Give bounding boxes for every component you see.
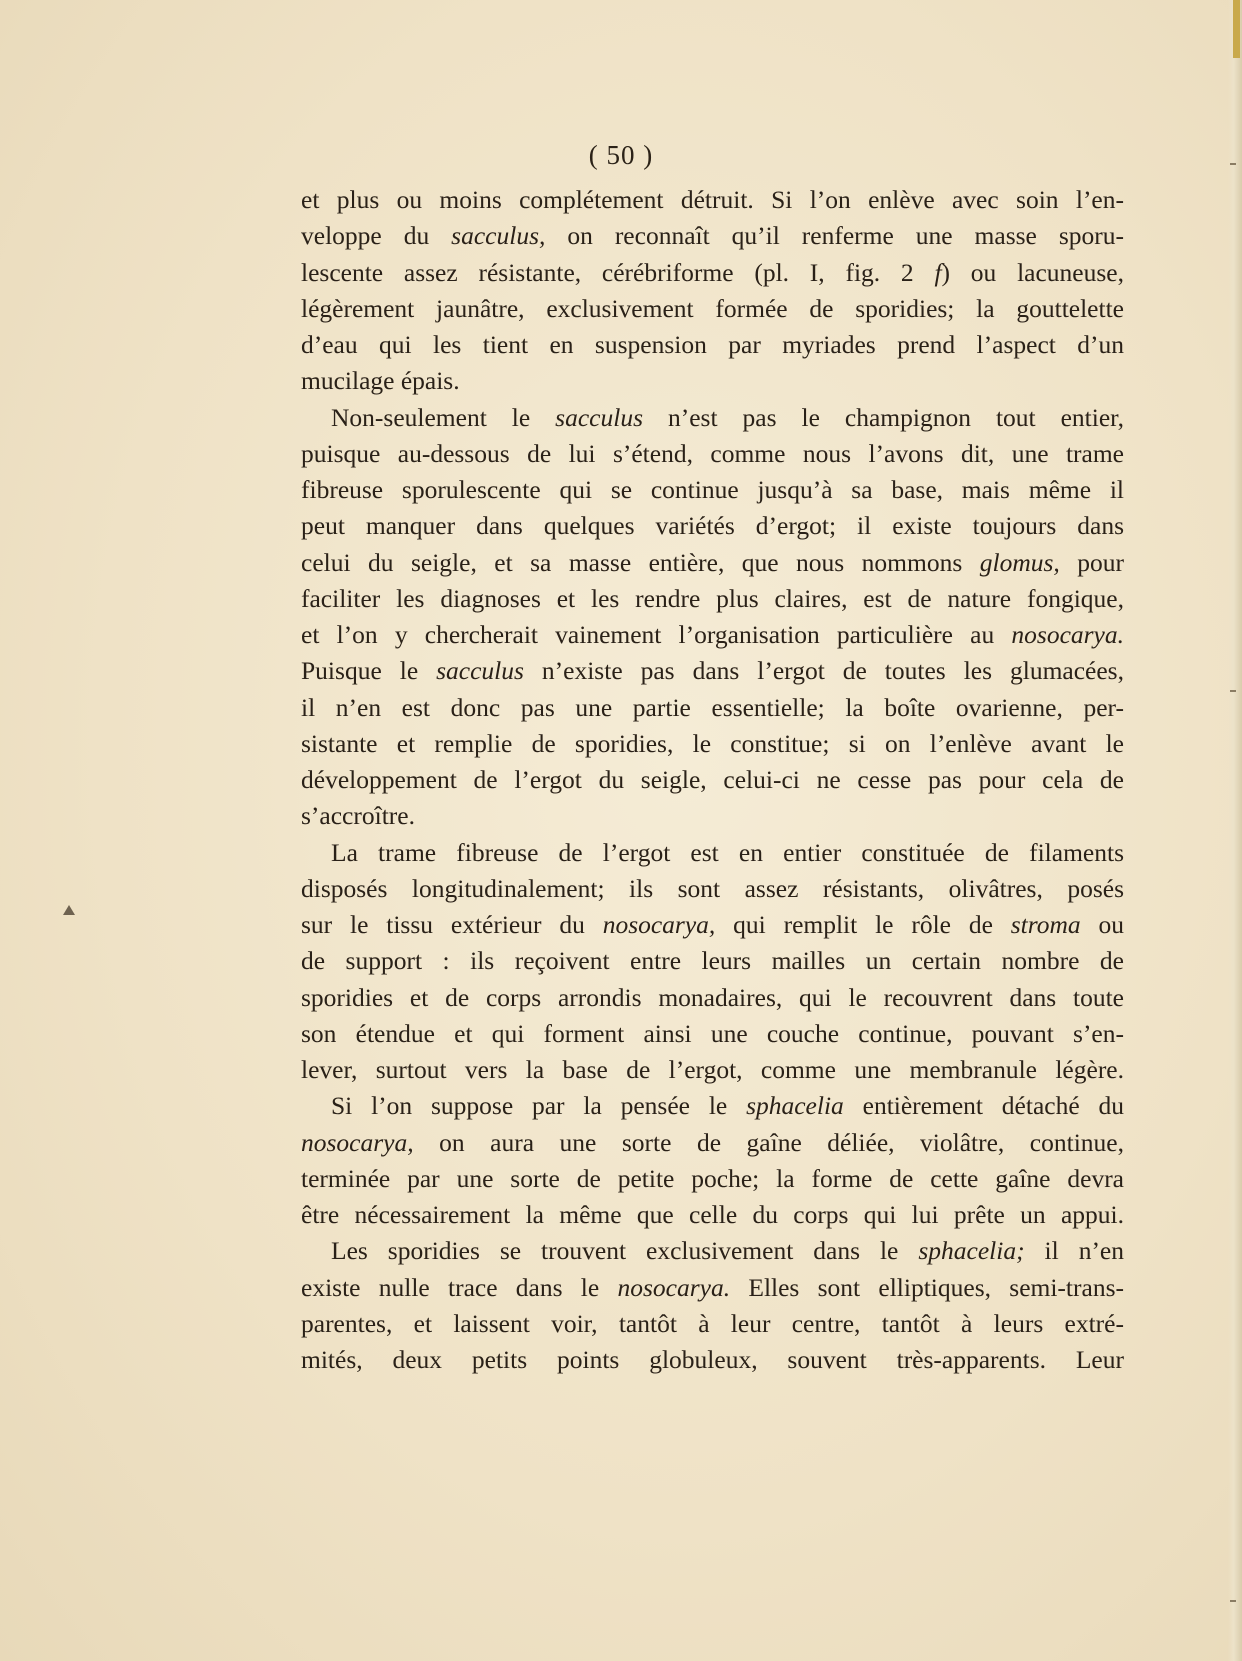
italic-term: sphacelia: [746, 1091, 844, 1121]
text-run: et l’on y chercherait vainement l’organisation particulière au: [301, 620, 1012, 649]
italic-term: sacculus: [555, 402, 643, 432]
text-run: on reconnaît qu’il renferme une masse sporu-: [545, 221, 1124, 251]
edge-tab-mark: [1233, 0, 1240, 58]
text-run: Elles sont elliptiques, semi-trans-: [730, 1272, 1124, 1302]
text-run: puisque au-dessous de lui s’étend, comme nous l’avons dit, une trame: [301, 438, 1124, 468]
text-run: existe nulle trace dans le: [301, 1272, 618, 1302]
italic-term: nosocarya.: [1011, 620, 1124, 649]
text-line: [301, 871, 1124, 907]
text-run: Puisque le: [301, 656, 437, 686]
text-line: [301, 291, 1124, 327]
text-run: il n’en est donc pas une partie essentielle; la boîte ovarienne, per-: [301, 692, 1124, 722]
text-run: Si l’on suppose par la pensée le: [331, 1091, 747, 1121]
text-run: ou: [1080, 910, 1124, 939]
text-line: [301, 943, 1124, 979]
text-run: on aura une sorte de gaîne déliée, violâtre, continue,: [413, 1127, 1124, 1157]
page-number: ( 50 ): [588, 140, 654, 170]
italic-term: sacculus,: [451, 221, 546, 251]
text-run: pour: [1059, 547, 1124, 577]
italic-term: glomus,: [979, 547, 1060, 577]
text-run: de support : ils reçoivent entre leurs mailles un certain nombre de: [301, 946, 1124, 976]
text-line: [301, 182, 1124, 218]
text-line: [301, 1342, 1124, 1378]
text-line: [301, 436, 1124, 472]
text-line: [301, 472, 1124, 508]
italic-term: sphacelia;: [918, 1236, 1025, 1266]
text-line: [301, 907, 1124, 943]
page-right-edge: [1228, 0, 1242, 1661]
text-run: Les sporidies se trouvent exclusivement dans le: [331, 1236, 919, 1266]
text-line: [301, 327, 1124, 363]
text-line: [301, 1270, 1124, 1306]
italic-term: f: [934, 257, 942, 287]
text-run: peut manquer dans quelques variétés d’ergot; il existe toujours dans: [301, 511, 1124, 541]
text-line: [301, 798, 1124, 834]
text-line: [301, 980, 1124, 1016]
text-line: [301, 835, 1124, 871]
text-run: lever, surtout vers la base de l’ergot, comme une membranule légère.: [301, 1055, 1124, 1084]
text-run: développement de l’ergot du seigle, celui-ci ne cesse pas pour cela de: [301, 765, 1124, 794]
text-run: légèrement jaunâtre, exclusivement formée de sporidies; la gouttelette: [301, 293, 1124, 323]
text-line: [301, 617, 1124, 653]
text-line: [301, 726, 1124, 762]
edge-dash: [1230, 1600, 1236, 1602]
text-line: [301, 218, 1124, 254]
margin-arrow-icon: [63, 905, 75, 915]
text-run: celui du seigle, et sa masse entière, que nous nommons: [301, 547, 980, 577]
text-run: être nécessairement la même que celle du corps qui lui prête un appui.: [301, 1200, 1124, 1229]
text-line: [301, 363, 1124, 399]
text-run: lescente assez résistante, cérébriforme (pl. I, fig. 2: [301, 257, 935, 287]
text-line: [301, 581, 1124, 617]
italic-term: nosocarya,: [602, 910, 716, 939]
text-line: [301, 1016, 1124, 1052]
text-run: il n’en: [1024, 1236, 1124, 1266]
text-run: ) ou lacuneuse,: [941, 257, 1124, 287]
edge-dash: [1230, 690, 1236, 692]
italic-term: nosocarya,: [301, 1127, 414, 1157]
text-line: [301, 762, 1124, 798]
text-run: qui remplit le rôle de: [715, 910, 1011, 939]
body-text: [301, 182, 1124, 1378]
text-run: disposés longitudinalement; ils sont assez résistants, olivâtres, posés: [301, 873, 1124, 903]
italic-term: sacculus: [436, 656, 524, 686]
text-run: fibreuse sporulescente qui se continue jusqu’à sa base, mais même il: [301, 475, 1124, 504]
text-line: [301, 255, 1124, 291]
text-run: son étendue et qui forment ainsi une couche continue, pouvant s’en-: [301, 1018, 1124, 1048]
text-line: [301, 1161, 1124, 1197]
text-line: [301, 1052, 1124, 1088]
text-run: n’existe pas dans l’ergot de toutes les glumacées,: [523, 656, 1124, 686]
text-run: d’eau qui les tient en suspension par myriades prend l’aspect d’un: [301, 330, 1124, 359]
text-line: [301, 508, 1124, 544]
text-run: Non-seulement le: [331, 402, 556, 432]
text-run: La trame fibreuse de l’ergot est en entier constituée de filaments: [331, 837, 1124, 867]
text-line: [301, 1125, 1124, 1161]
text-run: s’accroître.: [301, 801, 415, 831]
edge-dash: [1230, 163, 1236, 165]
text-line: [301, 1306, 1124, 1342]
text-run: et plus ou moins complétement détruit. Si l’on enlève avec soin l’en-: [301, 185, 1124, 214]
text-run: veloppe du: [301, 221, 452, 251]
text-line: [301, 653, 1124, 689]
text-run: entièrement détaché du: [843, 1091, 1124, 1121]
text-run: n’est pas le champignon tout entier,: [643, 402, 1124, 432]
text-run: mités, deux petits points globuleux, souvent très-apparents. Leur: [301, 1345, 1124, 1374]
text-run: parentes, et laissent voir, tantôt à leur centre, tantôt à leurs extré-: [301, 1308, 1124, 1338]
text-run: mucilage épais.: [301, 366, 460, 396]
text-line: [301, 400, 1124, 436]
text-run: terminée par une sorte de petite poche; la forme de cette gaîne devra: [301, 1163, 1124, 1193]
text-line: [301, 1088, 1124, 1124]
text-line: [301, 690, 1124, 726]
text-run: sur le tissu extérieur du: [301, 910, 603, 939]
text-line: [301, 1197, 1124, 1233]
text-run: sistante et remplie de sporidies, le constitue; si on l’enlève avant le: [301, 728, 1124, 758]
italic-term: nosocarya.: [617, 1272, 731, 1302]
text-run: faciliter les diagnoses et les rendre plus claires, est de nature fongique,: [301, 583, 1124, 613]
text-line: [301, 1233, 1124, 1269]
text-line: [301, 545, 1124, 581]
text-run: sporidies et de corps arrondis monadaires, qui le recouvrent dans toute: [301, 982, 1124, 1012]
italic-term: stroma: [1010, 910, 1081, 939]
